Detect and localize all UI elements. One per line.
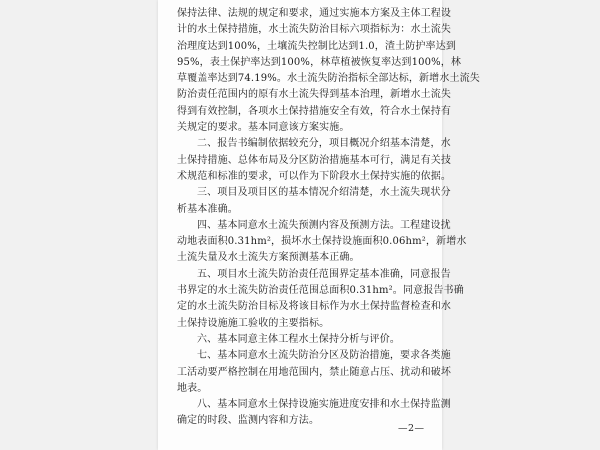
text-line: 保持法律、法规的规定和要求，通过实施本方案及主体工程设 bbox=[177, 8, 452, 19]
paragraph-6-line: 六、基本同意主体工程水土保持分析与评价。 bbox=[197, 333, 400, 345]
text-line: 地表。 bbox=[177, 382, 208, 394]
text-line: 得到有效控制，各项水土保持措施安全有效，符合水土保持有 bbox=[177, 105, 452, 117]
text-line: 95%，表土保护率达到100%，林草植被恢复率达到100%，林 bbox=[177, 56, 462, 68]
text-line: 草覆盖率达到74.19%。水土流失防治指标全部达标，新增水土流失 bbox=[177, 73, 480, 85]
text-line: 防治责任范围内的原有水土流失得到基本治理，新增水土流失 bbox=[177, 89, 452, 101]
page-number: —2— bbox=[398, 423, 425, 434]
text-line: 土保持设施施工验收的主要指标。 bbox=[177, 317, 330, 329]
text-line: 计的水土保持措施，水土流失防治目标六项指标为：水土流失 bbox=[177, 24, 452, 36]
text-line: 关规定的要求。基本同意该方案实施。 bbox=[177, 122, 350, 134]
body-text bbox=[177, 6, 480, 430]
paragraph-8-line: 八、基本同意水土保持设施实施进度安排和水土保持监测 bbox=[197, 399, 451, 411]
text-line: 治理度达到100%，土壤流失控制比达到1.0，渣土防护率达到 bbox=[177, 40, 456, 52]
paragraph-3-line: 三、项目及项目区的基本情况介绍清楚，水土流失现状分 bbox=[197, 187, 451, 199]
text-line: 工活动要严格控制在用地范围内，禁止随意占压、扰动和破坏 bbox=[177, 366, 452, 378]
text-line: 土保持措施、总体布局及分区防治措施基本可行，满足有关技 bbox=[177, 154, 452, 166]
document-page bbox=[158, 0, 480, 450]
text-line: 书界定的水土流失防治责任范围总面积0.31hm²。同意报告书确 bbox=[177, 285, 464, 297]
paragraph-5-line: 五、项目水土流失防治责任范围界定基本准确，同意报告 bbox=[197, 268, 451, 280]
paragraph-4-line: 四、基本同意水土流失预测内容及预测方法。工程建设扰 bbox=[197, 219, 451, 231]
text-line: 动地表面积0.31hm²，损坏水土保持设施面积0.06hm²，新增水 bbox=[177, 236, 467, 248]
paragraph-2-line: 二、报告书编制依据较充分，项目概况介绍基本清楚，水 bbox=[197, 138, 451, 150]
text-line: 术规范和标准的要求，可以作为下阶段水土保持实施的依据。 bbox=[177, 170, 452, 182]
paragraph-7-line: 七、基本同意水土流失防治分区及防治措施，要求各类施 bbox=[197, 350, 451, 362]
text-line: 确定的时段、监测内容和方法。 bbox=[177, 415, 320, 427]
text-line: 定的水土流失防治目标及将该目标作为水土保持监督检查和水 bbox=[177, 301, 452, 313]
text-line: 土流失量及水土流失方案预测基本正确。 bbox=[177, 252, 360, 264]
text-line: 析基本准确。 bbox=[177, 203, 238, 215]
